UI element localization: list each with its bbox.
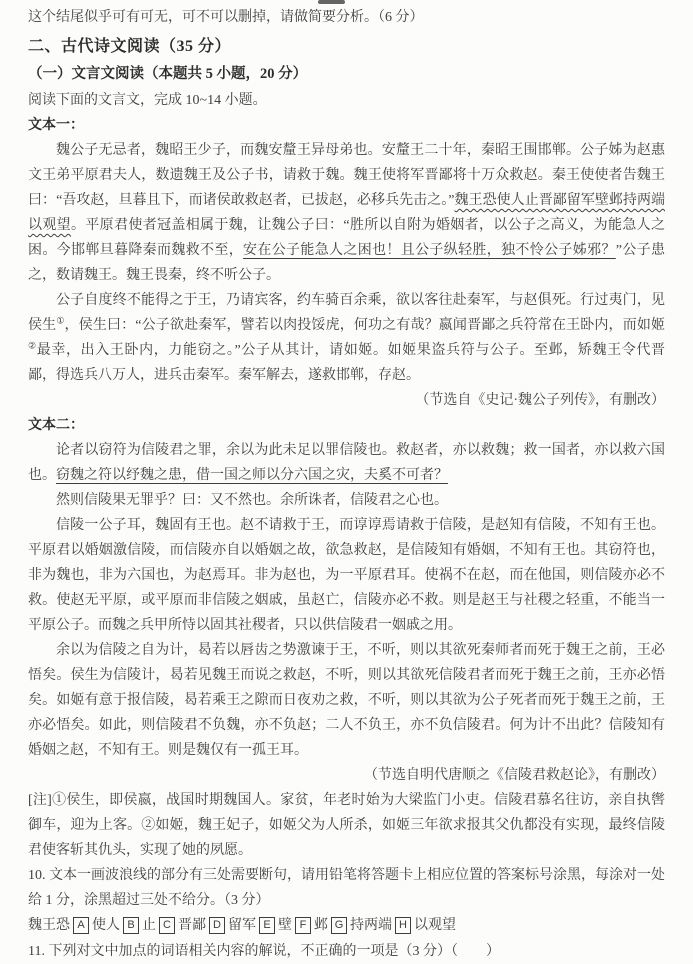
text2-paragraph-2 — [28, 488, 665, 513]
answer-letter-box: D — [209, 917, 225, 934]
text-segment: 魏王恐 — [28, 918, 70, 933]
text-segment: ，侯生曰：“公子欲赴秦军，譬若以肉投馁虎，何功之有哉？嬴闻晋鄙之兵符常在王卧内，而如姬 — [64, 318, 665, 333]
text-segment: 余以为信陵之自为计，曷若以唇齿之势激谏于王，不听，则以其欲死秦师者而死于魏王之前，王必悟矣。侯生为信陵计，曷若见魏王而说之救赵，不听，则以其欲死信陵君者而死于魏王之前，王亦必悟矣。如姬有意于报信陵，曷若乘王之隙而日夜劝之救，不听，则以其欲为公子死者而死于魏王之前，王亦必悟矣。如此，则信陵君不负魏，亦不负赵；二人不负王，亦不负信陵君。何为计不出此？信陵知有婚姻之赵，不知有王。则是魏仅有一孤王耳。 — [28, 643, 665, 758]
exam-page — [28, 0, 665, 964]
intro-line: 这个结尾似乎可有可无，可不可以删掉，请做简要分析。（6 分） — [28, 10, 424, 25]
answer-letter-box: A — [73, 917, 89, 934]
text-segment: 。平原君使者冠盖相属于魏，让魏公子曰：“胜所以自附为婚姻者，以公子之高义，为能急人之困。今邯郸旦暮降秦而魏救不至， — [28, 218, 666, 258]
text-segment: 晋鄙 — [178, 918, 206, 933]
answer-letter-box: H — [395, 917, 411, 934]
text-segment: 邺 — [314, 918, 328, 933]
subsection-title: （一）文言文阅读（本题共 5 小题，20 分） — [28, 66, 308, 82]
text-segment: ② — [28, 340, 37, 351]
reading-instruction: 阅读下面的文言文，完成 10~14 小题。 — [28, 93, 267, 108]
answer-letter-box: C — [159, 917, 175, 934]
text1-source: （节选自《史记·魏公子列传》，有删改） — [415, 393, 665, 408]
answer-letter-box: E — [259, 917, 275, 934]
text-segment: 魏公子无忌者，魏昭王少子，而魏安釐王异母弟也。安釐王二十年，秦昭王围邯郸。公子姊为赵惠文王弟平原君夫人，数遗魏王及公子书，请救于魏。魏王使将军晋鄙将十万众救赵。秦王使使者告魏王曰：“吾攻赵，旦暮且下，而诸侯敢救赵者，已拔赵，必移兵先击之。” — [28, 143, 665, 208]
text2-source: （节选自明代唐顺之《信陵君救赵论》，有删改） — [364, 768, 665, 783]
question-10-stem: 10. 文本一画波浪线的部分有三处需要断句，请用铅笔将答题卡上相应位置的答案标号涂黑，每涂对一处给 1 分，涂黑超过三处不给分。（3 分） — [28, 868, 665, 908]
text-segment: 壁 — [278, 918, 292, 933]
footnotes — [28, 788, 665, 863]
text-segment: ”公子患之，数请魏王。魏王畏秦，终不听公子。 — [28, 243, 666, 283]
text-segment: ① — [56, 315, 65, 326]
text-segment: [注]①侯生，即侯嬴，战国时期魏国人。家贫，年老时始为大梁监门小吏。信陵君慕名往访，亲自执辔御车，迎为上客。②如姬，魏王妃子，如姬父为人所杀，如姬三年欲求报其父仇都没有实现，最终信陵君使客斩其仇头，实现了她的夙愿。 — [28, 793, 665, 858]
text-segment: 魏王恐使人止晋鄙留军壁邺持两端以观望 — [28, 193, 665, 233]
answer-letter-box: G — [331, 917, 347, 934]
text-segment: 窃魏之符以纾魏之患，借一国之师以分六国之灾，夫奚不可者？ — [56, 468, 448, 483]
text1-paragraph-1 — [28, 138, 665, 288]
text2-label: 文本二： — [28, 418, 84, 433]
text-segment: 然则信陵果无罪乎？曰：又不然也。余所诛者，信陵君之心也。 — [56, 493, 448, 508]
question-11-stem: 11. 下列对文中加点的词语相关内容的解说，不正确的一项是（3 分）（ ） — [28, 944, 500, 959]
answer-letter-box: B — [123, 917, 139, 934]
text-segment: 留军 — [228, 918, 256, 933]
text-segment: 使人 — [92, 918, 120, 933]
text-segment: 安在公子能急人之困也！且公子纵轻胜，独不怜公子姊邪？ — [243, 243, 616, 258]
question-10-answer-line — [28, 913, 665, 939]
text2-paragraph-3 — [28, 513, 665, 638]
text2-paragraph-1 — [28, 438, 665, 488]
text-segment: 论者以窃符为信陵君之罪，余以为此未足以罪信陵也。救赵者，亦以救魏；救一国者，亦以救六国也。 — [28, 443, 665, 483]
text-segment: 以观望 — [414, 918, 456, 933]
section-title: 二、古代诗文阅读（35 分） — [28, 38, 232, 55]
text-segment: 最幸，出入王卧内，力能窃之。”公子从其计，请如姬。如姬果盗兵符与公子。至邺，矫魏王令代晋鄙，得选兵八万人，进兵击秦军。秦军解去，遂救邯郸，存赵。 — [28, 343, 665, 383]
text-segment: 持两端 — [350, 918, 392, 933]
text1-label: 文本一： — [28, 118, 84, 133]
text-segment: 公子自度终不能得之于王，乃请宾客，约车骑百余乘，欲以客往赴秦军，与赵俱死。行过夷门，见侯生 — [28, 293, 665, 333]
text-segment: 止 — [142, 918, 156, 933]
text1-paragraph-2 — [28, 288, 665, 388]
text2-paragraph-4 — [28, 638, 665, 763]
answer-letter-box: F — [295, 917, 311, 934]
text-segment: 信陵一公子耳，魏固有王也。赵不请救于王，而谆谆焉请救于信陵，是赵知有信陵，不知有王也。平原君以婚姻激信陵，而信陵亦自以婚姻之故，欲急救赵，是信陵知有婚姻，不知有王也。其窃符也，非为魏也，非为六国也，为赵焉耳。非为赵也，为一平原君耳。使祸不在赵，而在他国，则信陵亦必不救。使赵无平原，或平原而非信陵之姻戚，虽赵亡，信陵亦必不救。则是赵王与社稷之轻重，不能当一平原公子。而魏之兵甲所恃以固其社稷者，只以供信陵君一姻戚之用。 — [28, 518, 665, 633]
